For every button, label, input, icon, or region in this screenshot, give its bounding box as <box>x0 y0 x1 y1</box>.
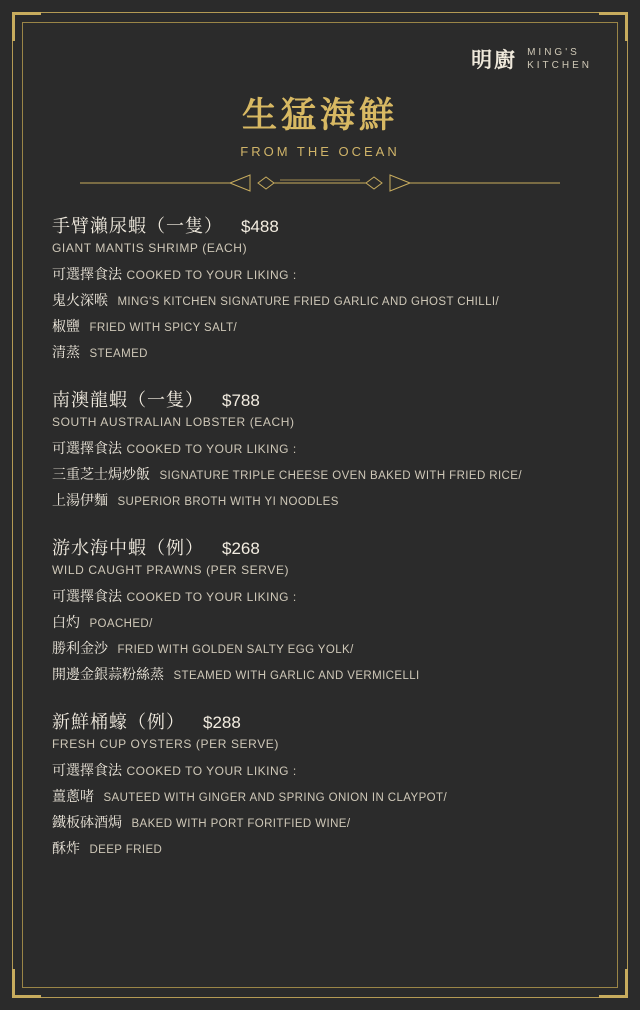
page-title-chinese: 生猛海鮮 <box>241 96 398 136</box>
menu-sections <box>52 212 592 882</box>
cooking-options-label-english: COOKED TO YOUR LIKING : <box>126 442 297 456</box>
cooking-option-english: FRIED WITH SPICY SALT/ <box>89 322 238 334</box>
cooking-option <box>52 290 592 310</box>
cooking-options-label <box>52 264 592 284</box>
cooking-option-english: SAUTEED WITH GINGER AND SPRING ONION IN CLAYPOT/ <box>103 792 448 804</box>
cooking-option <box>52 342 592 362</box>
cooking-option-chinese: 上湯伊麵 <box>52 493 108 509</box>
corner-ornament-top-right <box>599 12 628 41</box>
cooking-option-chinese: 開邊金銀蒜粉絲蒸 <box>52 667 164 683</box>
cooking-options-label-english: COOKED TO YOUR LIKING : <box>126 268 297 282</box>
cooking-option <box>52 316 592 336</box>
menu-item-name-chinese: 手臂瀨尿蝦（一隻） <box>52 216 223 237</box>
menu-item-heading <box>52 534 592 560</box>
cooking-option <box>52 838 592 858</box>
cooking-options-label-english: COOKED TO YOUR LIKING : <box>126 590 297 604</box>
cooking-option-chinese: 勝利金沙 <box>52 641 108 657</box>
cooking-option-english: POACHED/ <box>89 618 153 630</box>
page-title <box>0 88 640 159</box>
menu-item-price: $268 <box>222 539 260 558</box>
cooking-option-english: STEAMED WITH GARLIC AND VERMICELLI <box>173 670 420 682</box>
cooking-option-chinese: 三重芝士焗炒飯 <box>52 467 150 483</box>
menu-item-name-english: SOUTH AUSTRALIAN LOBSTER (EACH) <box>52 415 295 429</box>
menu-item-heading <box>52 386 592 412</box>
ornamental-divider <box>80 172 560 194</box>
menu-item-name-chinese: 南澳龍蝦（一隻） <box>52 390 204 411</box>
cooking-option <box>52 464 592 484</box>
menu-item-heading <box>52 212 592 238</box>
cooking-option <box>52 812 592 832</box>
restaurant-logo <box>471 44 592 74</box>
cooking-option-english: MING'S KITCHEN SIGNATURE FRIED GARLIC AND GHOST CHILLI/ <box>117 296 500 308</box>
cooking-option-english: DEEP FRIED <box>89 844 163 856</box>
cooking-option <box>52 664 592 684</box>
cooking-options-label-chinese: 可選擇食法 <box>52 267 122 283</box>
cooking-option <box>52 786 592 806</box>
cooking-options-label <box>52 586 592 606</box>
menu-item-name-chinese: 游水海中蝦（例） <box>52 538 204 559</box>
menu-item-price: $488 <box>241 217 279 236</box>
cooking-option-chinese: 鬼火深喉 <box>52 293 108 309</box>
cooking-options-label-english: COOKED TO YOUR LIKING : <box>126 764 297 778</box>
page-title-english: FROM THE OCEAN <box>240 144 400 159</box>
menu-item-name-english: FRESH CUP OYSTERS (PER SERVE) <box>52 737 280 751</box>
cooking-option <box>52 612 592 632</box>
corner-ornament-top-left <box>12 12 41 41</box>
brand-name-english <box>527 46 592 72</box>
menu-item-name-chinese: 新鮮桶蠔（例） <box>52 712 185 733</box>
menu-item-heading <box>52 708 592 734</box>
cooking-options-label-chinese: 可選擇食法 <box>52 763 122 779</box>
menu-section <box>52 534 592 684</box>
cooking-option <box>52 490 592 510</box>
corner-ornament-bottom-right <box>599 969 628 998</box>
cooking-option-english: SUPERIOR BROTH WITH YI NOODLES <box>117 496 339 508</box>
cooking-option-english: STEAMED <box>89 348 148 360</box>
cooking-option-chinese: 椒鹽 <box>52 319 80 335</box>
brand-name-english-line1: MING'S <box>527 47 580 58</box>
cooking-options-label <box>52 760 592 780</box>
menu-section <box>52 708 592 858</box>
cooking-option-chinese: 白灼 <box>52 615 80 631</box>
cooking-option-chinese: 鐵板砵酒焗 <box>52 815 122 831</box>
cooking-options-label <box>52 438 592 458</box>
corner-ornament-bottom-left <box>12 969 41 998</box>
divider-icon <box>80 172 560 194</box>
cooking-option-english: BAKED WITH PORT FORITFIED WINE/ <box>131 818 351 830</box>
brand-name-english-line2: KITCHEN <box>527 60 592 71</box>
menu-section <box>52 386 592 510</box>
menu-section <box>52 212 592 362</box>
brand-name-chinese: 明廚 <box>471 48 518 72</box>
cooking-option-english: SIGNATURE TRIPLE CHEESE OVEN BAKED WITH FRIED RICE/ <box>159 470 522 482</box>
menu-item-name-english: GIANT MANTIS SHRIMP (EACH) <box>52 241 248 255</box>
cooking-option-chinese: 薑蔥啫 <box>52 789 94 805</box>
menu-item-name-english: WILD CAUGHT PRAWNS (PER SERVE) <box>52 563 290 577</box>
cooking-options-label-chinese: 可選擇食法 <box>52 441 122 457</box>
menu-item-price: $288 <box>203 713 241 732</box>
cooking-option-english: FRIED WITH GOLDEN SALTY EGG YOLK/ <box>117 644 354 656</box>
cooking-option <box>52 638 592 658</box>
cooking-option-chinese: 酥炸 <box>52 841 80 857</box>
menu-item-price: $788 <box>222 391 260 410</box>
cooking-option-chinese: 清蒸 <box>52 345 80 361</box>
cooking-options-label-chinese: 可選擇食法 <box>52 589 122 605</box>
